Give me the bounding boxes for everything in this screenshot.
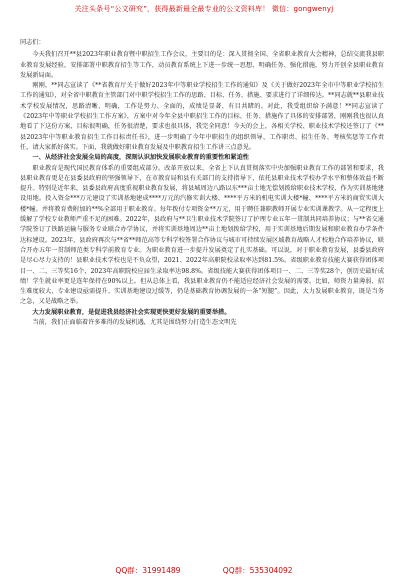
subheading-development: 大力发展职业教育，是促进我县经济社会实现更快更好发展的重要举措。: [32, 308, 231, 316]
paragraph-opening: 今天我们召开**县2023年职业教育暨中职招生工作会议，主要目的是：深入贯彻全国、全省职业教育大会精神，总结交流我县职业教育发展经验，安排部署中职教育招生等工作，动员教育系统上下进一步统一思想、明确任务、强化措施，努力开创全县职业教育发展新局面。: [20, 51, 384, 79]
paragraph-vocational-education: 职业教育是现代国民教育体系的重要组成部分。改革开放以来，全省上下认真贯彻落实中央加强职业教育工作的部署和要求，我县职业教育更是在县委县政府的坚强领导下，在市教育局和县有关部门的支持指导下，依托县职业技术学校办学水平和整体效益不断提升。特别是近年来，县委县政府高度重视职业教育发展，将县城周边八路以东***亩土地无偿划拨给职业技术学校，作为实训基地建设用地。投入资金***万元建设了实训基地建成****万元的汽修实训大楼、****平方米的机电实训大楼*幢、****平方米的商贸实训大楼*幢。并将教育费附加的**%全部用于职业教育。每年拨付专项资金**万元，用于聘任兼职教师开展专业实训课教学。从一定程度上缓解了学校专业教师严重不足的困难。2022年，县政府与**卫生职业技术学院签订了护理专业五年一贯制共同培养协议；与**省交通学院签订了铁路运输与服务专业联合办学协议，并将实训基地周边**亩土地划拨给学校，用于实训基地后期发展和职业教育办学条件达标建设。2023年，县政府再次与**省**师范高等专科学校签署合作协议与城市可持续发展区域教育战略人才校地合作培养协议，联合开办五年一贯制师范类专科学前教育专业。为职业教育进一步提升发展奠定了扎实基础。可以说，对于职业教育发展，县委县政府是尽心尽力支持的！县职业技术学校也是不负众望，2021、2022年高职院校录取率达到81.5%。省级职业教育技能大赛获得团体项目一、二、三等奖16个，2023年高职院校应届生录取率达98.8%。省级技能大赛获得团体项目一、二、三等奖28个，创历史最好成绩！学生就业率更是连年保持在90%以上。但从总体上看，我县职业教育仍不能适应经济社会发展的需要。比如，师资力量薄弱、招生难度较大、专业建设亟需提升、实训基地建设过缓等，仍是基础教育协调发展的一条“短腿”。因此，大力发展职业教育，既是当务之急，又是战略之举。: [20, 164, 384, 306]
document-body: [20, 38, 384, 328]
footer-contacts: [0, 565, 408, 576]
footer-qq-group-2: QQ群：535304092: [222, 566, 293, 575]
paragraph-briefing: 刚刚，**同志宣读了《**省教育厅关于做好2023年中等职业学校招生工作的通知》及《关于做好2023年全市中等职业学校招生工作的通知》，对全省中职教育主管部门对中职学校招生工作的思路、目标、任务、措施、要求进行了详细传达。**同志就**县职业技术学校发展情况，思路清晰、明确，工作是努力、全面的，成绩是显著、有目共睹的。对此，我受组织给予满意！**同志宣读了《2023年中等职业学校招生工作方案》，方案中对今年全县中职招生工作的目标、任务、措施作了具体的安排部署，刚刚我也很认真地看了下这份方案，目标很明确，任务很清楚，要求也很具体，我完全同意！今天的会上，各相关学校、职业技术学校还签订了《**县2023年中等职业教育招生工作目标责任书》，进一步明确了今年中职招生的组织领导、工作职责、招生任务、考核奖惩等工作责任，请大家抓好落实。下面，我就做好职业教育发展及中职教育招生工作讲三点意见。: [20, 82, 384, 151]
salutation: 同志们：: [20, 39, 45, 46]
top-banner: 关注头条号“公文研究”，获得最新最全最专业的公文资料库！ 微信：gongwenyj: [74, 5, 334, 13]
paragraph-opportunities: 当前，我们正面临着许多难得的发展机遇，尤其是围绕努力打造生态文明先: [32, 319, 237, 327]
section-heading-one: 一、从经济社会发展全局的高度，深刻认识加快发展职业教育的重要性和紧迫性: [32, 154, 249, 162]
footer-qq-group-1: QQ群：31991489: [115, 566, 181, 575]
